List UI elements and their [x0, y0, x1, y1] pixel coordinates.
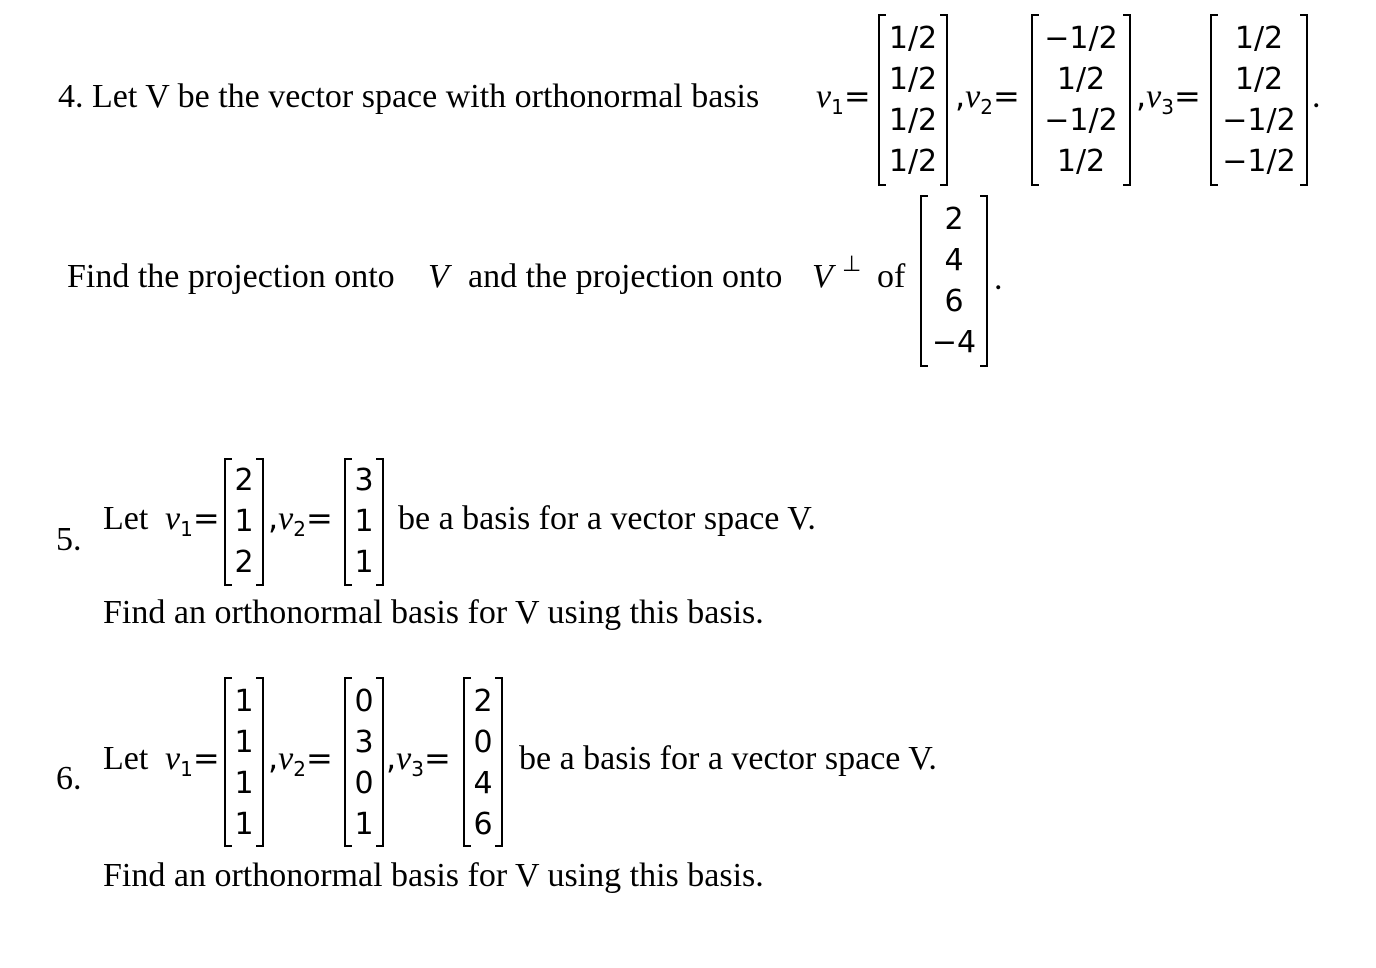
matrix-entry: −1/2 — [1044, 103, 1118, 138]
matrix-v2 — [1031, 14, 1131, 186]
v2-label: $,v_2=$ — [268, 739, 333, 781]
matrix-v3 — [1210, 14, 1308, 186]
matrix-entry: 1 — [354, 545, 374, 580]
matrix-entry: 1 — [234, 504, 254, 539]
v2-label: $,v_2=$ — [955, 77, 1020, 119]
period: . — [1312, 78, 1321, 115]
matrix-entry: 1/2 — [1234, 62, 1284, 97]
v1-label: $v_1=$ — [165, 499, 220, 541]
of-text: of — [877, 258, 906, 295]
matrix-entry: 0 — [354, 766, 374, 801]
matrix-entry: 1/2 — [888, 144, 938, 179]
matrix-entry: 1/2 — [888, 103, 938, 138]
matrix-entry: 1 — [234, 766, 254, 801]
problem-4-find-text: Find the projection onto — [67, 258, 395, 295]
matrix-entry: 1 — [354, 504, 374, 539]
matrix-entry: 6 — [944, 284, 964, 319]
matrix-entry: 1/2 — [1056, 144, 1106, 179]
problem-6-tail: be a basis for a vector space V. — [519, 740, 937, 777]
problem-4-and-text: and the projection onto — [468, 258, 783, 295]
matrix-v2 — [344, 677, 384, 847]
v3-label: $,v_3=$ — [1136, 77, 1201, 119]
matrix-entry: 0 — [473, 725, 493, 760]
matrix-entry: 2 — [473, 684, 493, 719]
problem-6-number: 6. — [56, 760, 82, 797]
V-perp-symbol: V — [812, 258, 833, 295]
perp-symbol: ⊥ — [842, 252, 862, 277]
problem-5-find: Find an orthonormal basis for V using this basis. — [103, 594, 764, 631]
matrix-entry: −1/2 — [1044, 21, 1118, 56]
matrix-entry: 1/2 — [888, 21, 938, 56]
matrix-entry: 1/2 — [888, 62, 938, 97]
matrix-entry: 6 — [473, 807, 493, 842]
problem-4-intro: 4. Let V be the vector space with orthonormal basis — [58, 78, 760, 115]
matrix-entry: 2 — [234, 463, 254, 498]
matrix-entry: −4 — [931, 325, 977, 360]
matrix-v3 — [463, 677, 503, 847]
matrix-entry: 2 — [944, 202, 964, 237]
matrix-v2 — [344, 458, 384, 586]
matrix-v1 — [878, 14, 948, 186]
v1-label: $v_1=$ — [165, 739, 220, 781]
problem-5-number: 5. — [56, 521, 82, 558]
matrix-entry: 3 — [354, 463, 374, 498]
let-text: Let — [103, 500, 149, 537]
matrix-entry: 0 — [354, 684, 374, 719]
V-symbol: V — [428, 258, 449, 295]
matrix-entry: 4 — [473, 766, 493, 801]
v3-label: $,v_3=$ — [386, 739, 451, 781]
problem-6-find: Find an orthonormal basis for V using this basis. — [103, 857, 764, 894]
period: . — [994, 260, 1003, 297]
matrix-entry: −1/2 — [1222, 144, 1296, 179]
matrix-entry: 1 — [234, 807, 254, 842]
matrix-entry: 1 — [234, 684, 254, 719]
matrix-entry: 1 — [234, 725, 254, 760]
v1-label: $v_1=$ — [816, 77, 871, 119]
matrix-target-vector — [920, 195, 988, 367]
problem-5-tail: be a basis for a vector space V. — [398, 500, 816, 537]
matrix-entry: −1/2 — [1222, 103, 1296, 138]
matrix-entry: 1 — [354, 807, 374, 842]
matrix-entry: 4 — [944, 243, 964, 278]
v2-label: $,v_2=$ — [268, 499, 333, 541]
matrix-entry: 3 — [354, 725, 374, 760]
matrix-v1 — [224, 458, 264, 586]
let-text: Let — [103, 740, 149, 777]
matrix-entry: 1/2 — [1234, 21, 1284, 56]
matrix-v1 — [224, 677, 264, 847]
matrix-entry: 2 — [234, 545, 254, 580]
matrix-entry: 1/2 — [1056, 62, 1106, 97]
